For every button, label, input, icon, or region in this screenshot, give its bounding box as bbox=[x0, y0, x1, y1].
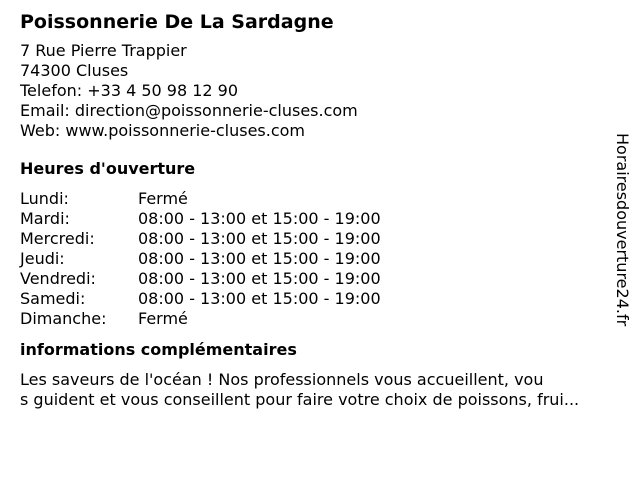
email-line: Email: direction@poissonnerie-cluses.com bbox=[20, 101, 358, 120]
day-label: Dimanche: bbox=[20, 309, 107, 328]
business-name: Poissonnerie De La Sardagne bbox=[20, 11, 334, 33]
hours-row-wednesday bbox=[20, 229, 620, 249]
hours-row-friday bbox=[20, 269, 620, 289]
info-heading: informations complémentaires bbox=[20, 340, 297, 359]
address-city: 74300 Cluses bbox=[20, 61, 129, 80]
time-value: 08:00 - 13:00 et 15:00 - 19:00 bbox=[138, 289, 381, 308]
hours-row-tuesday bbox=[20, 209, 620, 229]
site-watermark: Horairesdouverture24.fr bbox=[613, 133, 632, 327]
hours-row-saturday bbox=[20, 289, 620, 309]
time-value: Fermé bbox=[138, 189, 188, 208]
hours-heading: Heures d'ouverture bbox=[20, 159, 196, 178]
day-label: Lundi: bbox=[20, 189, 69, 208]
time-value: 08:00 - 13:00 et 15:00 - 19:00 bbox=[138, 249, 381, 268]
description-line-1: Les saveurs de l'océan ! Nos professionnels vous accueillent, vou bbox=[20, 370, 544, 389]
time-value: Fermé bbox=[138, 309, 188, 328]
time-value: 08:00 - 13:00 et 15:00 - 19:00 bbox=[138, 209, 381, 228]
hours-row-sunday bbox=[20, 309, 620, 329]
day-label: Mardi: bbox=[20, 209, 70, 228]
time-value: 08:00 - 13:00 et 15:00 - 19:00 bbox=[138, 269, 381, 288]
address-street: 7 Rue Pierre Trappier bbox=[20, 41, 187, 60]
web-line: Web: www.poissonnerie-cluses.com bbox=[20, 121, 306, 140]
description-line-2: s guident et vous conseillent pour faire votre choix de poissons, frui... bbox=[20, 390, 580, 409]
hours-table bbox=[20, 189, 620, 329]
day-label: Jeudi: bbox=[20, 249, 65, 268]
day-label: Vendredi: bbox=[20, 269, 96, 288]
phone-line: Telefon: +33 4 50 98 12 90 bbox=[20, 81, 239, 100]
business-card bbox=[20, 10, 620, 410]
hours-row-monday bbox=[20, 189, 620, 209]
info-description bbox=[20, 370, 632, 410]
time-value: 08:00 - 13:00 et 15:00 - 19:00 bbox=[138, 229, 381, 248]
day-label: Samedi: bbox=[20, 289, 86, 308]
hours-row-thursday bbox=[20, 249, 620, 269]
info-section bbox=[20, 340, 620, 410]
day-label: Mercredi: bbox=[20, 229, 95, 248]
